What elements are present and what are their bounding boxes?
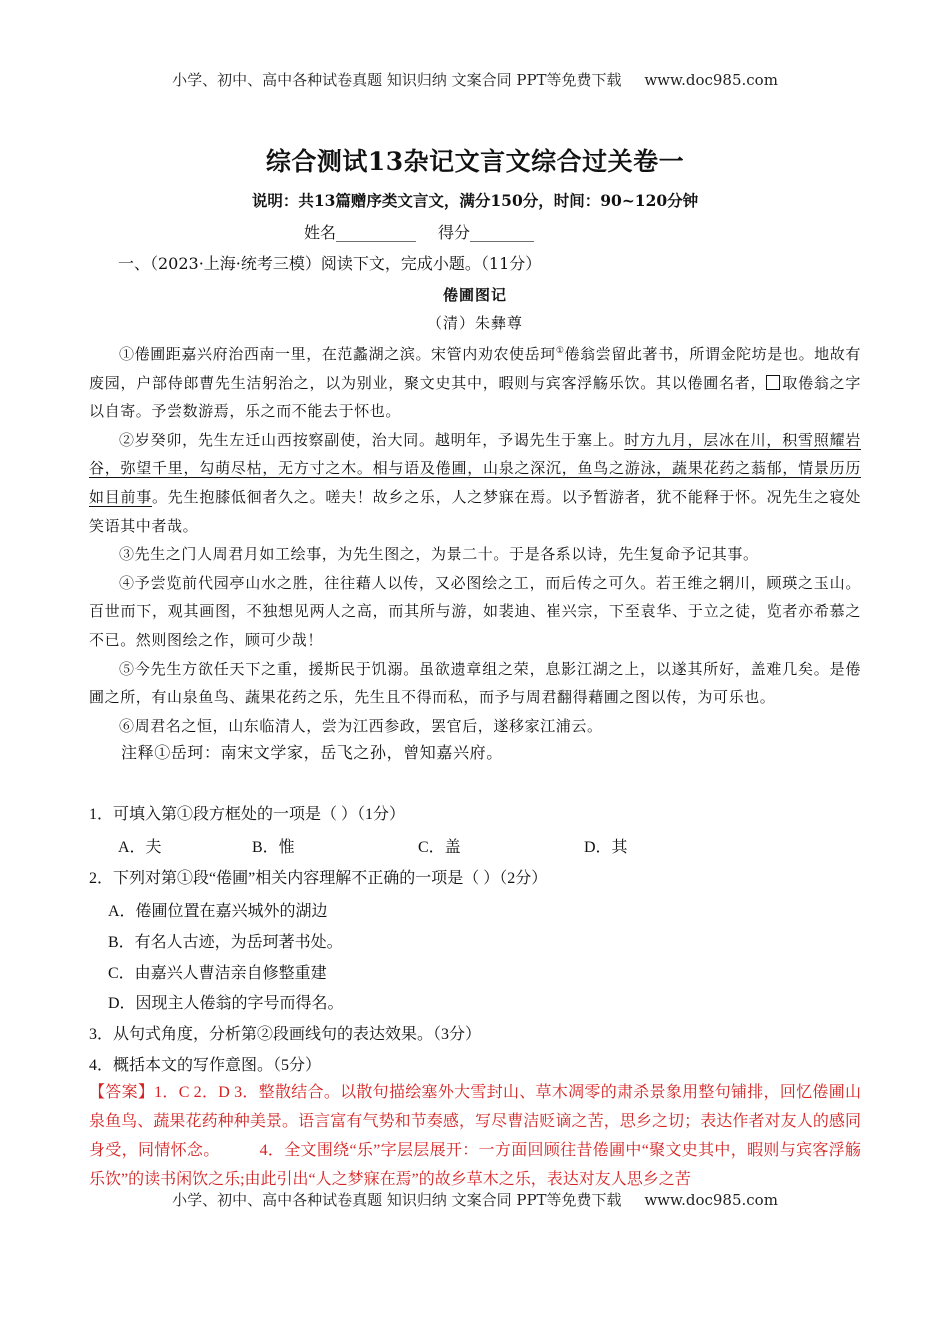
q1-option-a[interactable]: A．夫 [118,839,162,856]
score-field[interactable]: 得分________ [438,223,535,242]
page-header [0,69,950,90]
name-score-row [304,220,534,243]
name-field[interactable]: 姓名__________ [304,223,417,242]
page-footer [0,1189,950,1210]
question-2: 2．下列对第①段“倦圃”相关内容理解不正确的一项是（ ）（2分） [89,870,548,887]
paragraph-1: ①倦圃距嘉兴府治西南一里，在范蠡湖之滨。宋管内劝农使岳珂①倦翁尝留此著书，所谓金陀坊是也。地故有废园，户部侍郎曹先生洁躬治之，以为别业，聚文史其中，暇则与宾客浮觞乐饮。其以倦圃名者， 取倦翁之字以自寄。予尝数游焉，乐之而不能去于怀也。 [89,345,861,421]
paragraph-5: ⑤今先生方欲任天下之重，援斯民于饥溺。虽欲遗章组之荣，息影江湖之上，以遂其所好，盖难几矣。是倦圃之所，有山泉鱼鸟、蔬果花药之乐，先生且不得而私，而予与周君翻得藉圃之图以传，为可乐也。 [89,659,861,707]
footer-url[interactable]: www.doc985.com [644,1191,778,1209]
footer-text: 小学、初中、高中各种试卷真题 知识归纳 文案合同 PPT等免费下载 [172,1191,622,1209]
header-text: 小学、初中、高中各种试卷真题 知识归纳 文案合同 PPT等免费下载 [172,71,622,89]
blank-box [766,375,780,390]
paragraph-6: ⑥周君名之恒，山东临清人，尝为江西参政，罢官后，遂移家江浦云。 [119,716,603,735]
header-url[interactable]: www.doc985.com [644,71,778,89]
q1-option-b[interactable]: B．惟 [252,839,295,856]
paragraph-4: ④予尝览前代园亭山水之胜，往往藉人以传，又必图绘之工，而后传之可久。若王维之辋川，顾瑛之玉山。百世而下，观其画图，不独想见两人之高，而其所与游，如裴迪、崔兴宗，下至袁华、于立之徒，览者亦希慕之不已。然则图绘之作，顾可少哉！ [89,573,861,649]
q1-option-d[interactable]: D．其 [584,839,628,856]
page-title: 综合测试13杂记文言文综合过关卷一 [265,147,685,176]
answer-block [89,1078,861,1194]
passage-author: （清）朱彝尊 [426,314,523,332]
q2-option-b[interactable]: B．有名人古迹，为岳珂著书处。 [108,934,343,951]
answer-part-1: 【答案】1．C 2．D 3．整散结合。以散句描绘塞外大雪封山、草木凋零的肃杀景象用整句铺排，回忆倦圃山泉鱼鸟、蔬果花药种种美景。语言富有气势和节奏感，写尽曹洁贬谪之苦，思乡之切；表达作者对友人的感同身受，同情怀念。 [89,1084,861,1159]
section-heading: 一、（2023·上海·统考三模）阅读下文，完成小题。（11分） [118,254,542,273]
q2-option-c[interactable]: C．由嘉兴人曹洁亲自修整重建 [108,965,327,982]
underlined-sentence: 时方九月，层冰在川，积雪照耀岩谷，弥望千里，勾萌尽枯，无方寸之木。相与语及倦圃，山泉之深沉，鱼鸟之游泳，蔬果花药之蓊郁，情景历历如目前事 [89,430,861,506]
q1-option-c[interactable]: C．盖 [418,839,461,856]
question-4: 4．概括本文的写作意图。（5分） [89,1057,322,1074]
paragraph-3: ③先生之门人周君月如工绘事，为先生图之，为景二十。于是各系以诗，先生复命予记其事。 [119,545,759,564]
question-3: 3．从句式角度，分析第②段画线句的表达效果。（3分） [89,1026,482,1043]
question-1: 1．可填入第①段方框处的一项是（ ）（1分） [89,806,406,823]
exam-note: 说明：共13篇赠序类文言文，满分150分，时间：90~120分钟 [251,191,699,210]
paragraph-2: ②岁癸卯，先生左迁山西按察副使，治大同。越明年，予谒先生于塞上。时方九月，层冰在川，积雪照耀岩谷，弥望千里，勾萌尽枯，无方寸之木。相与语及倦圃，山泉之深沉，鱼鸟之游泳，蔬果花药之蓊郁，情景历历如目前事。先生抱膝低徊者久之。嗟夫！故乡之乐，人之梦寐在焉。以予暂游者，犹不能释于怀。况先生之寝处笑语其中者哉。 [89,430,861,535]
footnote-mark: ① [555,346,565,356]
q2-option-d[interactable]: D．因现主人倦翁的字号而得名。 [108,995,344,1012]
passage-title: 倦圃图记 [442,286,507,304]
q2-option-a[interactable]: A．倦圃位置在嘉兴城外的湖边 [108,903,328,920]
passage-body [89,337,861,769]
answer-part-2: 4．全文围绕“乐”字层层展开：一方面回顾往昔倦圃中“聚文史其中，暇则与宾客浮觞乐饮”的读书闲饮之乐;由此引出“人之梦寐在焉”的故乡草木之乐，表达对友人思乡之苦 [89,1142,861,1188]
footnote: 注释①岳珂：南宋文学家，岳飞之孙，曾知嘉兴府。 [121,745,503,763]
